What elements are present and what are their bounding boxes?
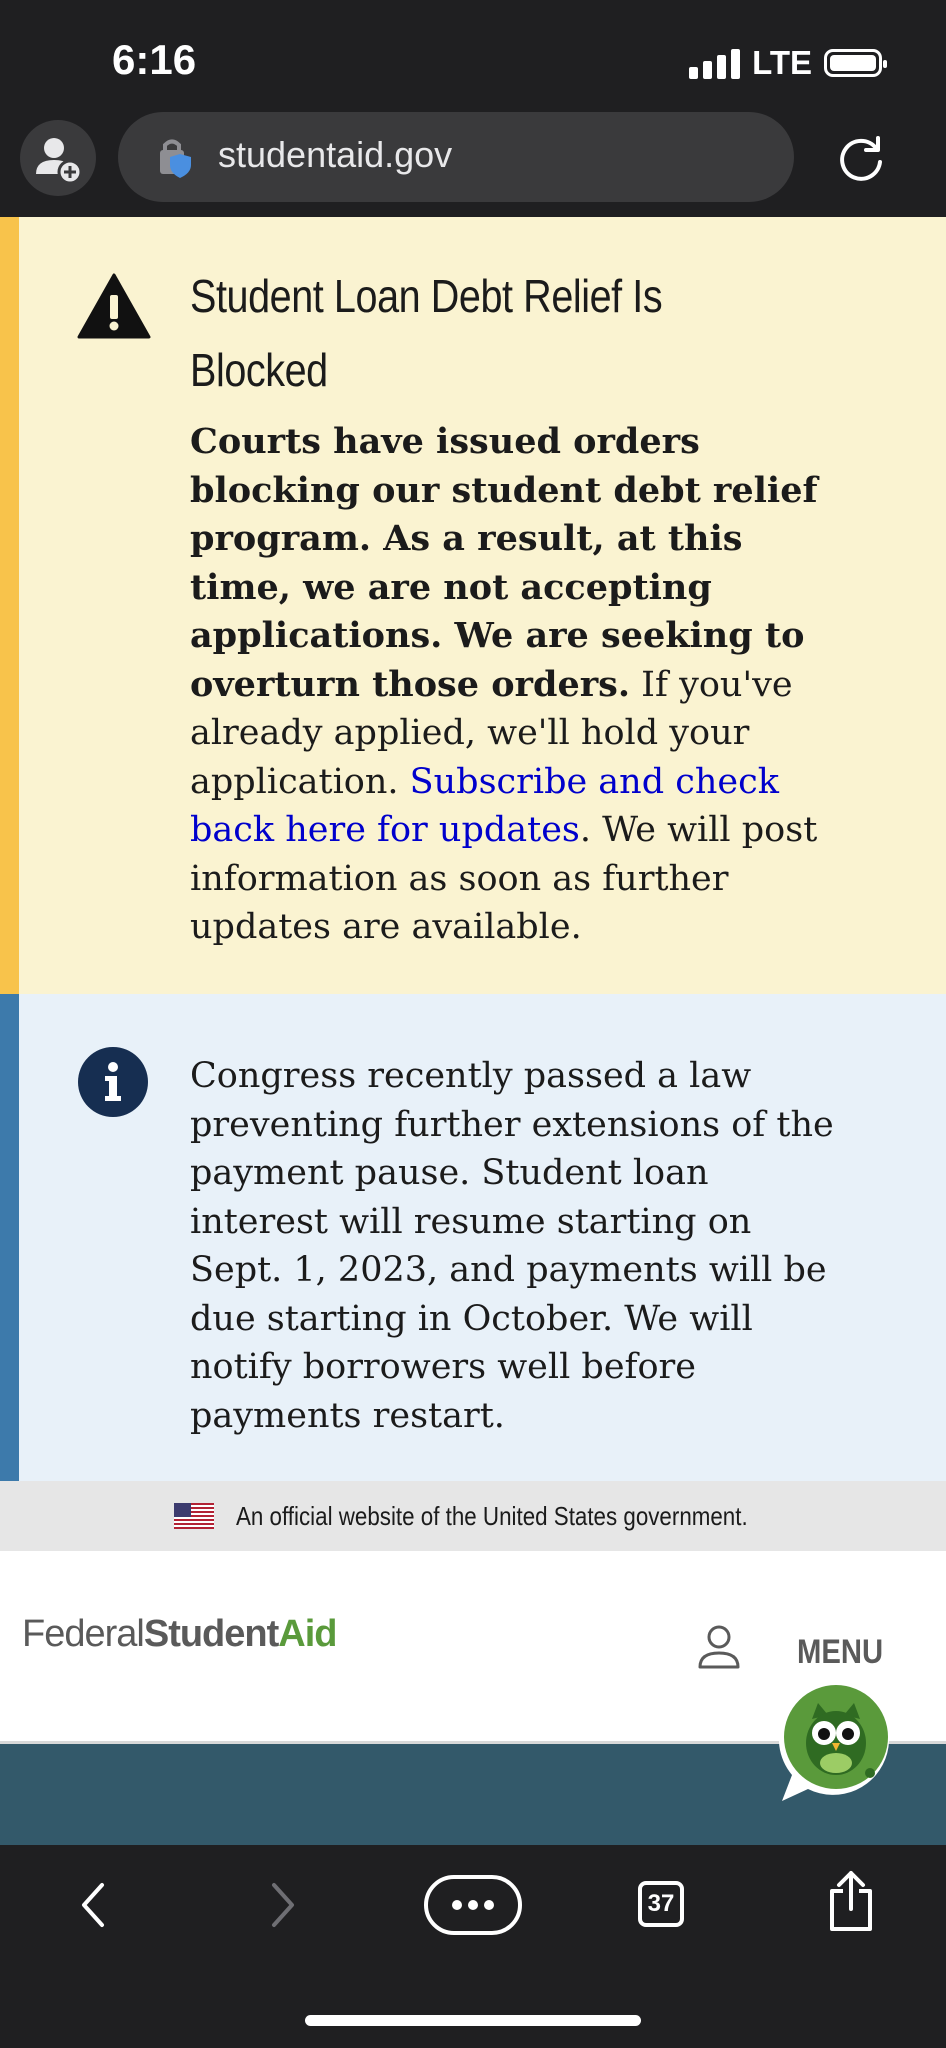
profile-add-icon bbox=[20, 120, 96, 196]
logo-aid: Aid bbox=[278, 1613, 337, 1655]
gov-banner-text: An official website of the United States government. bbox=[236, 1501, 748, 1531]
web-page bbox=[0, 217, 946, 1845]
us-flag-icon bbox=[174, 1503, 214, 1529]
owl-chat-icon[interactable] bbox=[778, 1679, 894, 1809]
tabs-count: 37 bbox=[647, 1890, 675, 1917]
warning-text: If you've already applied, we'll hold your application. bbox=[190, 664, 793, 802]
status-indicators bbox=[689, 44, 882, 82]
home-indicator bbox=[305, 2015, 641, 2026]
payment-pause-info-alert bbox=[0, 994, 946, 1481]
profile-button[interactable] bbox=[20, 120, 96, 196]
debt-relief-warning-alert bbox=[0, 217, 946, 994]
reload-icon bbox=[836, 134, 886, 184]
warning-bold-text: Courts have issued orders blocking our student debt relief program. As a result, at this time, we are not accepting applications. We are seeking to overturn those orders. bbox=[190, 421, 818, 705]
federal-student-aid-logo[interactable] bbox=[22, 1613, 337, 1656]
status-time: 6:16 bbox=[112, 36, 197, 83]
signal-icon bbox=[689, 47, 740, 79]
back-button[interactable] bbox=[78, 1877, 108, 1933]
menu-button[interactable]: MENU bbox=[797, 1633, 884, 1671]
logo-student: Student bbox=[143, 1613, 279, 1655]
battery-icon bbox=[824, 49, 882, 77]
browser-toolbar bbox=[0, 1845, 946, 2048]
reload-button[interactable] bbox=[836, 134, 886, 184]
warning-alert-body bbox=[190, 418, 850, 952]
info-icon bbox=[77, 1046, 149, 1118]
tabs-button[interactable] bbox=[638, 1881, 684, 1927]
alert-heading: Student Loan Debt Relief Is Blocked bbox=[190, 270, 663, 396]
share-button[interactable] bbox=[826, 1869, 876, 1933]
status-bar bbox=[0, 0, 946, 112]
forward-button[interactable] bbox=[268, 1877, 298, 1933]
warning-icon bbox=[77, 273, 151, 339]
more-options-button[interactable] bbox=[424, 1875, 522, 1935]
warning-text-end: . We will post information as soon as further updates are available. bbox=[190, 810, 818, 947]
url-text: studentaid.gov bbox=[218, 134, 453, 175]
subscribe-link[interactable]: Subscribe and check back here for updates bbox=[190, 761, 779, 850]
info-alert-body: Congress recently passed a law preventing further extensions of the payment pause. Student loan interest will resume starting on Sept. 1, 2023, and payments will be due starting in October. We will notify borrowers well before payments restart. bbox=[190, 1056, 834, 1436]
address-bar[interactable] bbox=[118, 112, 794, 202]
lock-shield-icon bbox=[156, 136, 196, 180]
logo-federal: Federal bbox=[22, 1613, 144, 1655]
network-type: LTE bbox=[752, 44, 812, 81]
account-icon[interactable] bbox=[696, 1623, 742, 1671]
official-gov-banner bbox=[0, 1481, 946, 1551]
browser-bar bbox=[0, 112, 946, 217]
